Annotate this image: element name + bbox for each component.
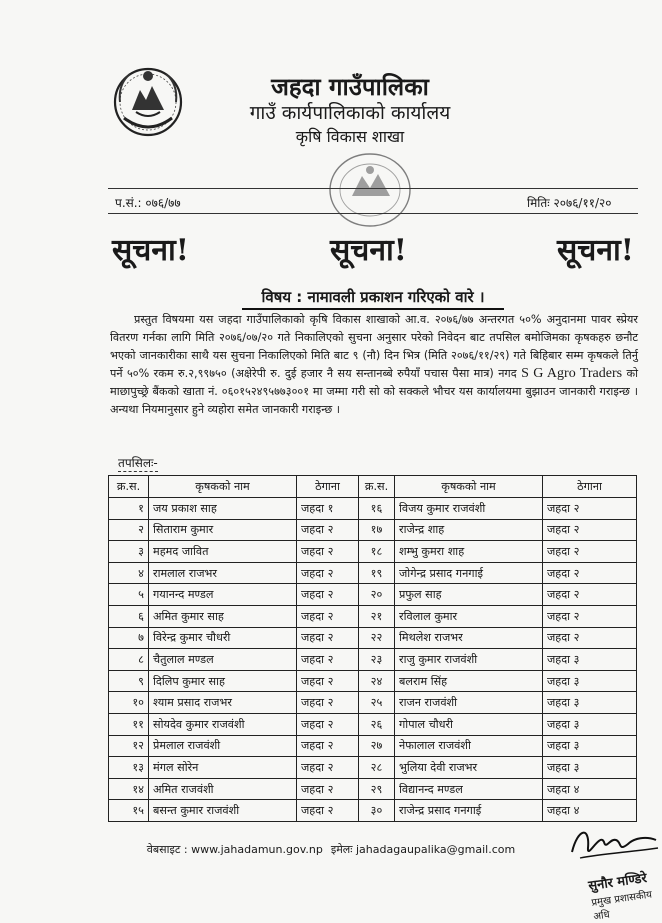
notice-heading-left: सूचना!: [112, 233, 189, 268]
notice-body: [110, 311, 638, 418]
table-body: [109, 498, 637, 822]
table-row: [109, 757, 637, 779]
cell-address: जहदा २: [297, 541, 359, 563]
cell-sn: १३: [109, 757, 149, 779]
cell-address-2: जहदा ३: [543, 692, 637, 714]
cell-sn: ७: [109, 627, 149, 649]
letter-date: मितिः २०७६/११/२०: [527, 196, 612, 210]
cell-name: जय प्रकाश साह: [149, 498, 297, 520]
cell-name: रामलाल राजभर: [149, 562, 297, 584]
body-part-1: प्रस्तुत विषयमा यस जहदा गाउँपालिकाको कृषि विकास शाखाको आ.व. २०७६/७७ अन्तरगत ५०% अनुदानमा पावर स्प्रेयर वितरण गर्नका लागि मिति २०७६/०७/२० गते निकालिएको सुचना अनुसार परेको निवेदन बाट तपसिल बमोजिमका कृषकहरु छनौट भएको जानकारीका साथै यस सुचना निकालिएको मिति बाट ९ (नौ) दिन भित्र (मिति २०७६/११/२९) गते बिहिबार सम्म कृषकले तिर्नु पर्ने ५०% रकम रु.२,९९७५० (अक्षेरेपी रु. दुई हजार नै सय सन्तानब्बे रुपैयाँ पचास पैसा मात्र) नगद: [110, 313, 638, 380]
cell-name-2: राजन राजवंशी: [395, 692, 543, 714]
signatory-title: प्रमुख प्रशासकीय अधि: [590, 889, 653, 923]
cell-address: जहदा १: [297, 498, 359, 520]
table-row: [109, 735, 637, 757]
cell-address-2: जहदा २: [543, 584, 637, 606]
cell-name-2: राजेन्द्र प्रसाद गनगाई: [395, 800, 543, 822]
cell-address: जहदा २: [297, 735, 359, 757]
cell-name: सिताराम कुमार: [149, 519, 297, 541]
table-row: [109, 627, 637, 649]
table-row: [109, 584, 637, 606]
cell-name: महमद जावित: [149, 541, 297, 563]
cell-name: विरेन्द्र कुमार चौधरी: [149, 627, 297, 649]
col-header-sn: क्र.स.: [109, 476, 149, 498]
cell-name: बसन्त कुमार राजवंशी: [149, 800, 297, 822]
cell-address-2: जहदा ३: [543, 649, 637, 671]
table-header-row: [109, 476, 637, 498]
cell-name: अमित राजवंशी: [149, 778, 297, 800]
table-row: [109, 605, 637, 627]
cell-name-2: रविलाल कुमार: [395, 605, 543, 627]
cell-name: श्याम प्रसाद राजभर: [149, 692, 297, 714]
cell-address-2: जहदा २: [543, 498, 637, 520]
cell-sn: ५: [109, 584, 149, 606]
cell-address-2: जहदा ४: [543, 778, 637, 800]
col-header-address-2: ठेगाना: [543, 476, 637, 498]
cell-address: जहदा २: [297, 649, 359, 671]
cell-address-2: जहदा २: [543, 562, 637, 584]
cell-address-2: जहदा ४: [543, 800, 637, 822]
cell-sn-2: २७: [359, 735, 395, 757]
cell-name: गयानन्द मण्डल: [149, 584, 297, 606]
cell-address: जहदा २: [297, 692, 359, 714]
cell-sn: १२: [109, 735, 149, 757]
col-header-name-2: कृषकको नाम: [395, 476, 543, 498]
table-row: [109, 541, 637, 563]
details-label: तपसिलः-: [118, 456, 158, 470]
website-label: वेबसाइट :: [146, 843, 188, 856]
cell-address: जहदा २: [297, 519, 359, 541]
cell-address-2: जहदा २: [543, 519, 637, 541]
subject-line: विषय : नामावली प्रकाशन गरिएको वारे ।: [242, 287, 504, 310]
cell-sn-2: २९: [359, 778, 395, 800]
cell-sn: २: [109, 519, 149, 541]
cell-sn-2: २८: [359, 757, 395, 779]
office-name: गाउँ कार्यपालिकाको कार्यालय: [249, 102, 451, 124]
cell-address: जहदा २: [297, 713, 359, 735]
cell-address: जहदा २: [297, 627, 359, 649]
cell-address-2: जहदा ३: [543, 735, 637, 757]
company-name: S G Agro Traders: [521, 365, 623, 381]
col-header-sn-2: क्र.स.: [359, 476, 395, 498]
cell-name: प्रेमलाल राजवंशी: [149, 735, 297, 757]
body-part-2: को माछापुच्छ्रे बैंकको खाता नं. ०६०१५२४९५७७३००१ मा जम्मा गरी सो को सक्कले भौचर यस कार्यालयमा बुझाउन जानकारी गराइन्छ । अन्यथा नियमानुसार हुने व्यहोरा समेत जानकारी गराइन्छ ।: [110, 366, 638, 416]
cell-sn: ३: [109, 541, 149, 563]
table-row: [109, 498, 637, 520]
cell-name-2: विद्यानन्द मण्डल: [395, 778, 543, 800]
letter-number: प.सं.: ०७६/७७: [115, 196, 181, 210]
email-label: इमेलः: [330, 843, 353, 856]
cell-address: जहदा २: [297, 584, 359, 606]
table-row: [109, 562, 637, 584]
cell-name-2: गोपाल चौधरी: [395, 713, 543, 735]
table-row: [109, 649, 637, 671]
cell-address-2: जहदा २: [543, 605, 637, 627]
cell-name: चैतुलाल मण्डल: [149, 649, 297, 671]
cell-sn: ४: [109, 562, 149, 584]
cell-address-2: जहदा ३: [543, 713, 637, 735]
cell-name-2: शम्भु कुमरा शाह: [395, 541, 543, 563]
cell-name-2: मिथलेश राजभर: [395, 627, 543, 649]
col-header-address: ठेगाना: [297, 476, 359, 498]
cell-name-2: प्रफुल साह: [395, 584, 543, 606]
header-rule-top: [108, 188, 638, 189]
cell-sn-2: २६: [359, 713, 395, 735]
header-rule-bottom: [108, 213, 638, 214]
signatory-name: सुनौर मण्डिरे: [587, 870, 648, 895]
cell-name: दिलिप कुमार साह: [149, 670, 297, 692]
cell-sn-2: २४: [359, 670, 395, 692]
cell-sn: १४: [109, 778, 149, 800]
cell-sn-2: २२: [359, 627, 395, 649]
cell-name-2: जोगेन्द्र प्रसाद गनगाई: [395, 562, 543, 584]
cell-name-2: भुलिया देवी राजभर: [395, 757, 543, 779]
branch-name: कृषि विकास शाखा: [295, 127, 405, 146]
cell-sn: १०: [109, 692, 149, 714]
cell-address-2: जहदा ३: [543, 757, 637, 779]
cell-address: जहदा २: [297, 562, 359, 584]
website-link[interactable]: www.jahadamun.gov.np: [191, 843, 323, 856]
cell-sn: ८: [109, 649, 149, 671]
cell-sn-2: ३०: [359, 800, 395, 822]
table-row: [109, 692, 637, 714]
nepal-emblem-icon: [110, 62, 186, 138]
cell-name-2: नेफालाल राजवंशी: [395, 735, 543, 757]
table-row: [109, 713, 637, 735]
email-link[interactable]: jahadagaupalika@gmail.com: [355, 843, 516, 856]
table-row: [109, 670, 637, 692]
cell-sn: ११: [109, 713, 149, 735]
farmer-list-table: [108, 475, 637, 822]
cell-sn: ६: [109, 605, 149, 627]
table-row: [109, 519, 637, 541]
cell-sn-2: १६: [359, 498, 395, 520]
cell-address-2: जहदा ३: [543, 670, 637, 692]
cell-sn: १५: [109, 800, 149, 822]
cell-name: मंगल सोरेन: [149, 757, 297, 779]
cell-sn: ९: [109, 670, 149, 692]
cell-sn-2: २३: [359, 649, 395, 671]
office-stamp-icon: [318, 146, 424, 232]
cell-sn-2: १९: [359, 562, 395, 584]
cell-address: जहदा २: [297, 605, 359, 627]
cell-name-2: विजय कुमार राजवंशी: [395, 498, 543, 520]
cell-sn-2: २१: [359, 605, 395, 627]
cell-sn-2: २०: [359, 584, 395, 606]
table-row: [109, 778, 637, 800]
cell-sn: १: [109, 498, 149, 520]
col-header-name: कृषकको नाम: [149, 476, 297, 498]
cell-address-2: जहदा २: [543, 627, 637, 649]
cell-address-2: जहदा २: [543, 541, 637, 563]
cell-name: अमित कुमार साह: [149, 605, 297, 627]
cell-name: सोयदेव कुमार राजवंशी: [149, 713, 297, 735]
cell-name-2: बलराम सिंह: [395, 670, 543, 692]
cell-sn-2: १८: [359, 541, 395, 563]
cell-address: जहदा २: [297, 778, 359, 800]
cell-address: जहदा २: [297, 757, 359, 779]
cell-address: जहदा २: [297, 670, 359, 692]
cell-sn-2: २५: [359, 692, 395, 714]
table-row: [109, 800, 637, 822]
cell-sn-2: १७: [359, 519, 395, 541]
cell-address: जहदा २: [297, 800, 359, 822]
org-name: जहदा गाउँपालिका: [271, 73, 429, 101]
notice-heading-right: सूचना!: [557, 233, 634, 268]
cell-name-2: राजु कुमार राजवंशी: [395, 649, 543, 671]
notice-heading-center: सूचना!: [330, 233, 407, 268]
cell-name-2: राजेन्द्र शाह: [395, 519, 543, 541]
